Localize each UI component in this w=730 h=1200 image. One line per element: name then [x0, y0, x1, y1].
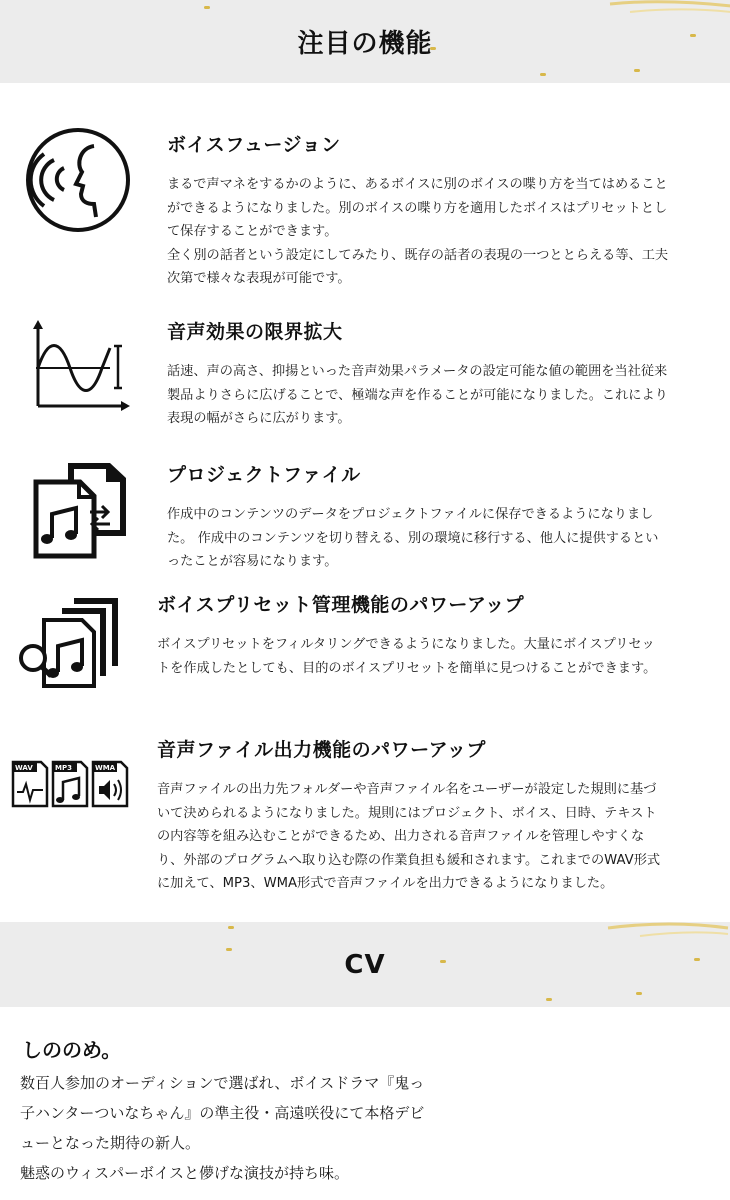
mp3-label: MP3 [55, 764, 72, 772]
feature-audio-output [157, 735, 712, 896]
gold-swoosh-decoration [600, 0, 730, 20]
voice-fusion-icon [26, 124, 136, 234]
feature-title: 音声ファイル出力機能のパワーアップ [157, 739, 486, 761]
cv-banner [0, 922, 730, 1007]
feature-preset-management [157, 590, 712, 680]
cv-heading: CV [344, 949, 386, 980]
feature-sound-effect-range [167, 317, 712, 431]
gold-fleck [634, 69, 640, 72]
features-heading: 注目の機能 [297, 29, 433, 59]
gold-fleck [690, 34, 696, 37]
gold-fleck [228, 926, 234, 929]
feature-title: 音声効果の限界拡大 [167, 321, 343, 343]
wav-label: WAV [15, 764, 33, 772]
feature-description: ボイスプリセットをフィルタリングできるようになりました。大量にボイスプリセッ トを作成したとしても、目的のボイスプリセットを簡単に見つけることができます。 [157, 637, 657, 676]
feature-title: ボイスプリセット管理機能のパワーアップ [157, 594, 525, 616]
waveform-graph-icon [30, 320, 130, 412]
wma-label: WMA [95, 764, 116, 772]
gold-fleck [546, 998, 552, 1001]
gold-fleck [694, 958, 700, 961]
gold-fleck [440, 960, 446, 963]
feature-description: まるで声マネをするかのように、あるボイスに別のボイスの喋り方を当てはめること ができるようになりました。別のボイスの喋り方を適用したボイスはプリセットとし て保存することができます。 全く別の話者という設定にしてみたり、既存の話者の表現の一つととらえる等、工夫 次第で様々な表現が可能です。 [167, 177, 669, 286]
features-banner [0, 0, 730, 83]
feature-title: ボイスフュージョン [167, 134, 341, 156]
feature-description: 音声ファイルの出力先フォルダーや音声ファイル名をユーザーが設定した規則に基づ いて決められるようになりました。規則にはプロジェクト、ボイス、日時、テキスト の内容等を組み込むことができるため、出力される音声ファイルを管理しやすくな り、外部のプログラムへ取り込む際の作業負担も緩和されます。これまでのWAV形式 に加えて、MP3、WMA形式で音声ファイルを出力できるようになりました。 [157, 782, 661, 891]
gold-fleck [636, 992, 642, 995]
audio-formats-icon [11, 760, 131, 810]
feature-title: プロジェクトファイル [167, 464, 361, 486]
gold-fleck [204, 6, 210, 9]
gold-fleck [540, 73, 546, 76]
feature-voice-fusion [167, 130, 712, 291]
cv-bio: 数百人参加のオーディションで選ばれ、ボイスドラマ『鬼っ 子ハンターついなちゃん』の準主役・高遠咲役にて本格デビ ューとなった期待の新人。 魅惑のウィスパーボイスと儚げな演技が持ち味。 [20, 1074, 425, 1182]
gold-fleck [226, 948, 232, 951]
preset-search-icon [18, 594, 122, 688]
feature-description: 話速、声の高さ、抑揚といった音声効果パラメータの設定可能な値の範囲を当社従来 製品よりさらに広げることで、極端な声を作ることが可能になりました。これにより 表現の幅がさらに広がります。 [167, 364, 668, 426]
feature-project-file [167, 460, 712, 574]
cv-name: しののめ。 [22, 1038, 122, 1062]
feature-description: 作成中のコンテンツのデータをプロジェクトファイルに保存できるようになりまし た。 作成中のコンテンツを切り替える、別の環境に移行する、他人に提供するとい ったことが容易になります。 [167, 507, 659, 569]
project-file-icon [32, 460, 132, 560]
gold-swoosh-decoration [600, 922, 730, 942]
